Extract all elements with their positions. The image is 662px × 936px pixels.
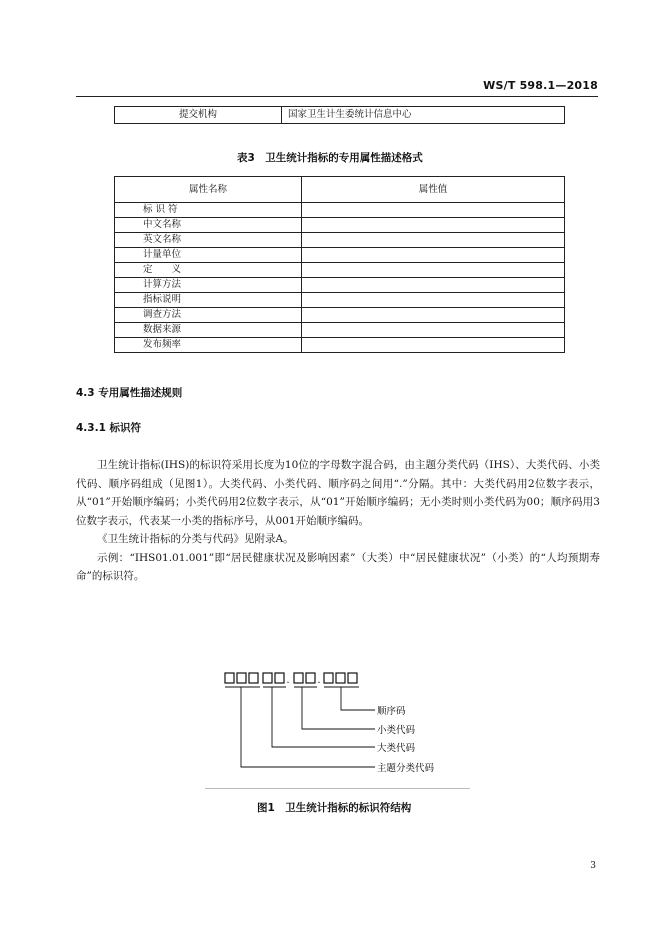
- attribute-value: [302, 263, 565, 278]
- table-row: [115, 218, 565, 233]
- connector-theme: [241, 687, 375, 767]
- attribute-name: 调查方法: [115, 308, 302, 323]
- column-header-name: 属性名称: [115, 177, 302, 203]
- body-text: [76, 456, 600, 586]
- attribute-value: [302, 293, 565, 308]
- attribute-value: [302, 278, 565, 293]
- table-row: [115, 308, 565, 323]
- code-box-seq-1: [324, 673, 333, 683]
- label-theme-code: 主题分类代码: [377, 763, 435, 774]
- figure-bottom-rule: [205, 788, 470, 789]
- separator-dot-2: .: [317, 675, 321, 686]
- section-4-3-1-heading: 4.3.1 标识符: [76, 422, 142, 434]
- code-box-major-2: [275, 673, 284, 683]
- paragraph-identifier-rule: 卫生统计指标(IHS)的标识符采用长度为10位的字母数字混合码，由主题分类代码（IHS）、大类代码、小类代码、顺序码组成（见图1）。大类代码、小类代码、顺序码之间用“.”分隔。其中：大类代码用2位数字表示，从“01”开始顺序编码；小类代码用2位数字表示，从“01”开始顺序编码；无小类时则小类代码为00；顺序码用3位数字表示，代表某一小类的指标序号，从001开始顺序编码。: [76, 459, 601, 527]
- code-box-minor-1: [294, 673, 303, 683]
- table-row: [115, 278, 565, 293]
- attribute-value: [302, 308, 565, 323]
- attribute-name: 中文名称: [115, 218, 302, 233]
- standard-code: WS/T 598.1—2018: [483, 79, 598, 92]
- attribute-name: 指标说明: [115, 293, 302, 308]
- connector-minor: [302, 687, 375, 729]
- section-4-3-heading: 4.3 专用属性描述规则: [76, 387, 183, 399]
- attribute-value: [302, 248, 565, 263]
- label-minor-code: 小类代码: [377, 725, 416, 736]
- table-row: [115, 323, 565, 338]
- attribute-name: 计算方法: [115, 278, 302, 293]
- connector-seq: [341, 687, 375, 710]
- table-row: [115, 338, 565, 353]
- code-box-minor-2: [306, 673, 315, 683]
- identifier-structure-diagram: [205, 658, 470, 788]
- attribute-value: [302, 218, 565, 233]
- table-row: [115, 263, 565, 278]
- code-box-major-1: [263, 673, 272, 683]
- code-box-theme-2: [237, 673, 246, 683]
- table-cell-value: 国家卫生计生委统计信息中心: [282, 107, 565, 124]
- paragraph-example: 示例：“IHS01.01.001”即“居民健康状况及影响因素”（大类）中“居民健康状况”（小类）的“人均预期寿命”的标识符。: [76, 551, 600, 582]
- table-row: [115, 107, 565, 124]
- attribute-name: 计量单位: [115, 248, 302, 263]
- table-row: [115, 233, 565, 248]
- paragraph-appendix-ref: 《卫生统计指标的分类与代码》见附录A。: [97, 533, 294, 545]
- table-cell-label: 提交机构: [115, 107, 282, 124]
- attribute-value: [302, 323, 565, 338]
- table-header-row: [115, 177, 565, 203]
- figure1-caption: 图1 卫生统计指标的标识符结构: [257, 802, 412, 814]
- header-rule: [76, 96, 598, 97]
- code-box-theme-1: [225, 673, 234, 683]
- attribute-name: 定 义: [115, 263, 302, 278]
- table-row: [115, 293, 565, 308]
- attribute-name: 发布频率: [115, 338, 302, 353]
- attribute-name: 标 识 符: [115, 203, 302, 218]
- column-header-value: 属性值: [302, 177, 565, 203]
- attribute-format-table: [114, 176, 565, 353]
- code-box-seq-2: [336, 673, 345, 683]
- attribute-value: [302, 338, 565, 353]
- code-box-seq-3: [348, 673, 357, 683]
- table-row: [115, 203, 565, 218]
- attribute-value: [302, 203, 565, 218]
- page-number: 3: [590, 861, 596, 871]
- submitting-org-table: [114, 106, 565, 124]
- code-box-theme-3: [249, 673, 258, 683]
- label-major-code: 大类代码: [377, 743, 416, 754]
- attribute-value: [302, 233, 565, 248]
- attribute-name: 英文名称: [115, 233, 302, 248]
- table3-caption: 表3 卫生统计指标的专用属性描述格式: [237, 152, 423, 164]
- attribute-name: 数据来源: [115, 323, 302, 338]
- table-row: [115, 248, 565, 263]
- connector-major: [272, 687, 375, 747]
- label-seq-code: 顺序码: [377, 706, 406, 717]
- separator-dot-1: .: [286, 675, 290, 686]
